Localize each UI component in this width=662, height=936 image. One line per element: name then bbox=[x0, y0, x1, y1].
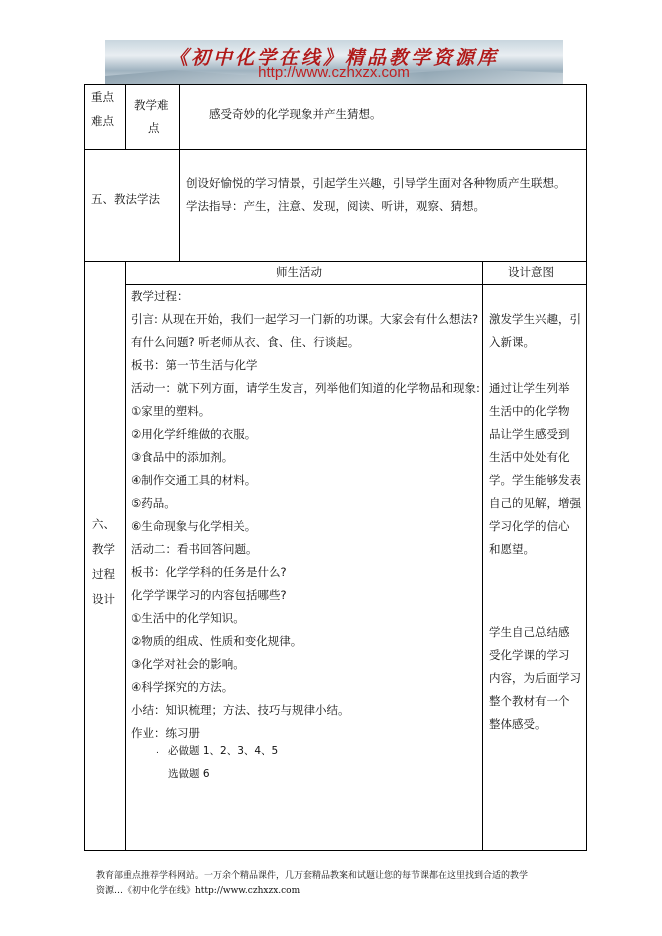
homework-optional: 选做题 6 bbox=[168, 768, 210, 780]
header-row-divider bbox=[125, 284, 587, 285]
intent-2-line-6: 自己的见解，增强 bbox=[489, 496, 581, 510]
activity-line-9: ④制作交通工具的材料。 bbox=[131, 473, 257, 487]
col-divider-key-1 bbox=[125, 84, 126, 149]
intent-3-line-3: 内容，为后面学习 bbox=[489, 671, 581, 685]
key-content: 感受奇妙的化学现象并产生猜想。 bbox=[209, 107, 382, 121]
activity-line-3: 有什么问题? 听老师从衣、食、住、行谈起。 bbox=[131, 335, 360, 349]
intent-2-line-1: 通过让学生列举 bbox=[489, 381, 570, 395]
activity-line-10: ⑤药品。 bbox=[131, 496, 176, 510]
activity-line-5: 活动一：就下列方面，请学生发言，列举他们知道的化学物品和现象: bbox=[131, 381, 480, 395]
col-divider-process-1 bbox=[125, 261, 126, 850]
activity-line-6: ①家里的塑料。 bbox=[131, 404, 211, 418]
process-label-4: 设计 bbox=[92, 592, 115, 606]
intent-2-line-4: 生活中处处有化 bbox=[489, 450, 570, 464]
activity-line-12: 活动二：看书回答问题。 bbox=[131, 542, 258, 556]
activity-line-15: ①生活中的化学知识。 bbox=[131, 611, 245, 625]
intent-1-line-1: 激发学生兴趣，引 bbox=[489, 312, 581, 326]
footer-line-2[interactable]: 资源…《初中化学在线》http://www.czhxzx.com bbox=[96, 886, 301, 896]
activity-line-19: 小结：知识梳理；方法、技巧与规律小结。 bbox=[131, 703, 350, 717]
table-border-right bbox=[586, 84, 587, 851]
key-sub-b: 点 bbox=[148, 121, 160, 135]
homework-bullet: . bbox=[156, 746, 159, 756]
key-label-a: 重点 bbox=[91, 90, 114, 104]
key-sub-a: 教学难 bbox=[134, 98, 169, 112]
activity-line-16: ②物质的组成、性质和变化规律。 bbox=[131, 634, 303, 648]
intent-3-line-5: 整体感受。 bbox=[489, 717, 547, 731]
intent-1-line-2: 入新课。 bbox=[489, 335, 535, 349]
activity-line-7: ②用化学纤维做的衣服。 bbox=[131, 427, 257, 441]
row-divider-1 bbox=[84, 149, 587, 150]
method-line-2: 学法指导：产生，注意、发现，阅读、听讲，观察、猜想。 bbox=[186, 199, 485, 213]
activity-line-20: 作业：练习册 bbox=[131, 726, 200, 740]
table-border-top bbox=[84, 84, 587, 85]
intent-2-line-2: 生活中的化学物 bbox=[489, 404, 570, 418]
method-label: 五、教法学法 bbox=[91, 192, 160, 206]
intent-2-line-5: 学。学生能够发表 bbox=[489, 473, 581, 487]
intent-3-line-4: 整个教材有一个 bbox=[489, 694, 570, 708]
col-header-intent: 设计意图 bbox=[508, 265, 554, 279]
col-header-activity: 师生活动 bbox=[276, 265, 322, 279]
intent-3-line-2: 受化学课的学习 bbox=[489, 648, 570, 662]
intent-3-line-1: 学生自己总结感 bbox=[489, 625, 570, 639]
col-divider-process-2 bbox=[482, 261, 483, 850]
process-label-1: 六、 bbox=[92, 517, 115, 531]
intent-2-line-3: 品让学生感受到 bbox=[489, 427, 570, 441]
activity-line-8: ③食品中的添加剂。 bbox=[131, 450, 234, 464]
banner-title: 《初中化学在线》精品教学资源库 bbox=[168, 47, 499, 69]
banner-url[interactable]: http://www.czhxzx.com bbox=[258, 64, 410, 81]
header-banner bbox=[105, 40, 563, 84]
activity-line-18: ④科学探究的方法。 bbox=[131, 680, 234, 694]
intent-2-line-7: 学习化学的信心 bbox=[489, 519, 570, 533]
col-divider-key-2 bbox=[179, 84, 180, 149]
activity-line-4: 板书：第一节生活与化学 bbox=[131, 358, 258, 372]
table-border-bottom bbox=[84, 850, 587, 851]
table-border-left bbox=[84, 84, 85, 851]
activity-line-2: 引言: 从现在开始，我们一起学习一门新的功课。大家会有什么想法? bbox=[131, 312, 479, 326]
activity-line-11: ⑥生命现象与化学相关。 bbox=[131, 519, 257, 533]
homework-must: 必做题 1、2、3、4、5 bbox=[168, 745, 279, 757]
intent-2-line-8: 和愿望。 bbox=[489, 542, 535, 556]
method-line-1: 创设好愉悦的学习情景，引起学生兴趣，引导学生面对各种物质产生联想。 bbox=[186, 176, 566, 190]
key-label-b: 难点 bbox=[91, 114, 114, 128]
process-label-2: 教学 bbox=[92, 542, 115, 556]
activity-line-17: ③化学对社会的影响。 bbox=[131, 657, 245, 671]
col-divider-method bbox=[179, 149, 180, 261]
activity-line-13: 板书：化学学科的任务是什么? bbox=[131, 565, 287, 579]
activity-line-14: 化学学课学习的内容包括哪些? bbox=[131, 588, 287, 602]
activity-line-1: 教学过程： bbox=[131, 289, 189, 303]
footer bbox=[96, 869, 596, 899]
footer-line-1: 教育部重点推荐学科网站。一万余个精品课件，几万套精品教案和试题让您的每节课都在这里找到合适的教学 bbox=[96, 871, 529, 881]
process-label-3: 过程 bbox=[92, 567, 115, 581]
